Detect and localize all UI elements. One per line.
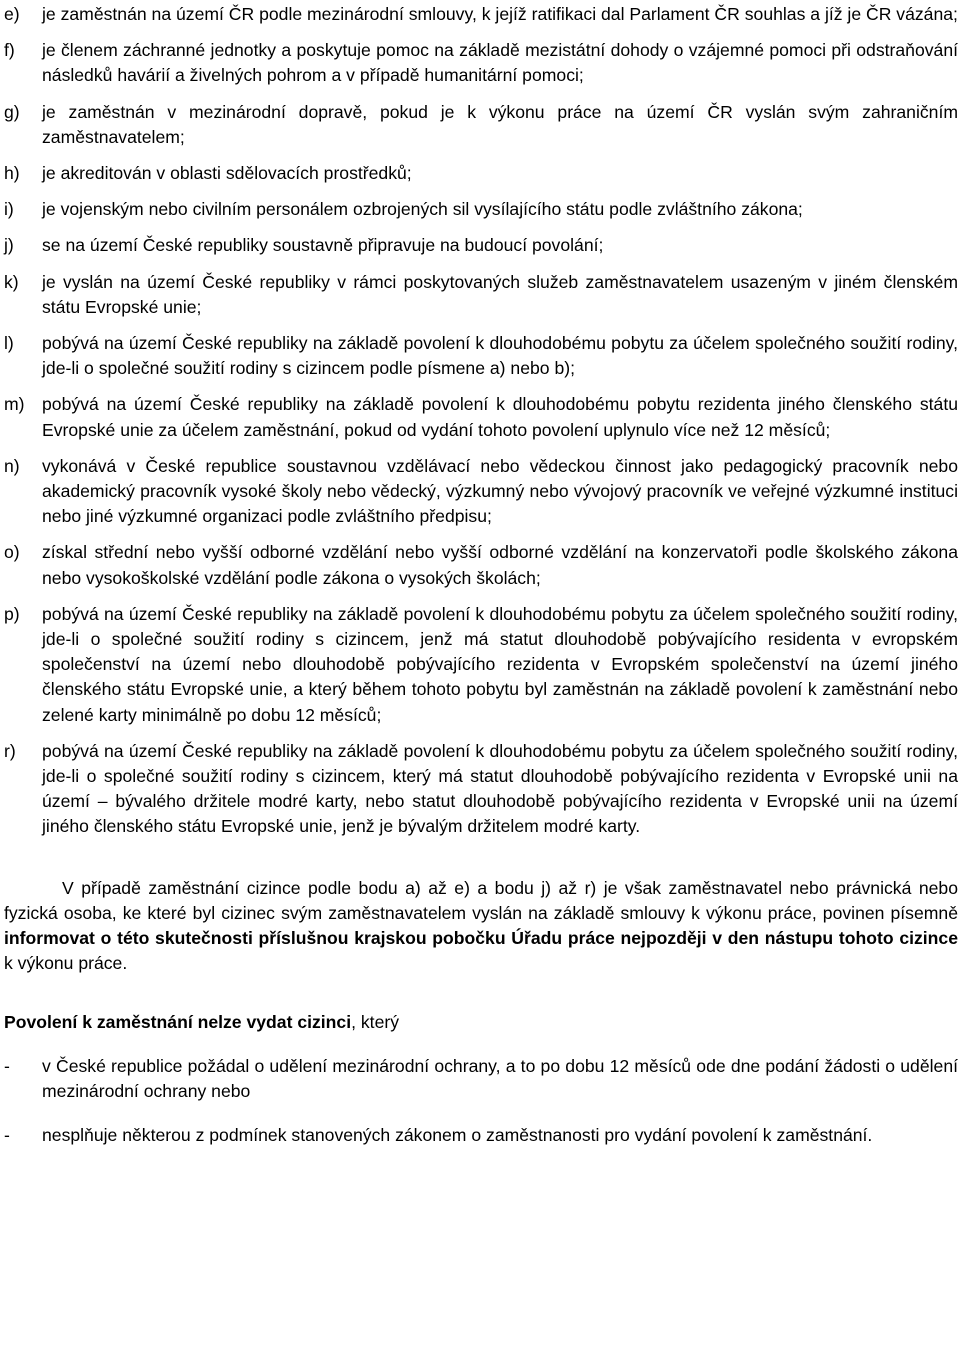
document-page <box>4 2 958 1148</box>
list-item-label: k) <box>4 271 19 292</box>
list-item-text: je zaměstnán na území ČR podle mezinárodní smlouvy, k jejíž ratifikaci dal Parlament ČR souhlas a jíž je ČR vázána; <box>42 4 958 24</box>
notice-bold-text: informovat o této skutečnosti příslušnou krajskou pobočku Úřadu práce nejpozději v den nástupu tohoto cizince <box>4 928 958 949</box>
list-item-text: pobývá na území České republiky na základě povolení k dlouhodobému pobytu za účelem společného soužití rodiny, jde-li o společné soužití rodiny s cizincem podle písmene a) nebo b); <box>42 333 958 379</box>
list-item-text: je vyslán na území České republiky v rámci poskytovaných služeb zaměstnavatelem usazeným v jiném členském státu Evropské unie; <box>42 271 958 317</box>
restriction-heading-rest: , který <box>351 1011 400 1032</box>
dash-bullet: - <box>4 1055 10 1076</box>
list-item-i <box>4 197 958 222</box>
list-item-h <box>4 161 958 186</box>
list-item-text: pobývá na území České republiky na základě povolení k dlouhodobému pobytu rezidenta jiného členského státu Evropské unie za účelem zaměstnání, pokud od vydání tohoto povolení uplynulo více než 12 měsíců; <box>42 394 958 440</box>
list-item-k <box>4 270 958 320</box>
dash-item-text: nesplňuje některou z podmínek stanovených zákonem o zaměstnanosti pro vydání povolení k zaměstnání. <box>42 1125 873 1146</box>
restriction-heading <box>4 1010 958 1035</box>
list-item-label: f) <box>4 40 15 61</box>
list-item-label: n) <box>4 455 20 476</box>
dash-item-text: v České republice požádal o udělení mezinárodní ochrany, a to po dobu 12 měsíců ode dne podání žádosti o udělení mezinárodní ochrany nebo <box>42 1055 958 1101</box>
list-item-f <box>4 38 958 88</box>
list-item-label: j) <box>4 235 14 256</box>
list-item-e <box>4 2 958 27</box>
list-item-o <box>4 540 958 590</box>
list-item-text: vykonává v České republice soustavnou vzdělávací nebo vědeckou činnost jako pedagogický pracovník nebo akademický pracovník vysoké školy nebo vědecký, výzkumný nebo vývojový pracovník ve veřejné výzkumné instituci nebo jiné výzkumné organizaci podle zvláštního předpisu; <box>42 455 958 527</box>
list-item-text: je akreditován v oblasti sdělovacích prostředků; <box>42 163 412 184</box>
list-item-l <box>4 331 958 381</box>
notice-paragraph <box>4 876 958 977</box>
list-item-label: i) <box>4 199 14 220</box>
list-item-text: pobývá na území České republiky na základě povolení k dlouhodobému pobytu za účelem společného soužití rodiny, jde-li o společné soužití rodiny s cizincem, který má statut dlouhodobě pobývajícího rezidenta v Evropské unii na území – bývalého držitele modré karty, nebo statut dlouhodobě pobývajícího rezidenta v Evropské unii na území jiného členského státu Evropské unie, jenž je bývalým držitelem modré karty. <box>42 740 958 837</box>
list-item-j <box>4 233 958 258</box>
list-item-text: se na území České republiky soustavně připravuje na budoucí povolání; <box>42 235 604 256</box>
list-item-label: r) <box>4 740 16 761</box>
dash-list-item <box>4 1054 958 1104</box>
list-item-text: je členem záchranné jednotky a poskytuje pomoc na základě mezistátní dohody o vzájemné pomoci při odstraňování následků havárií a živelných pohrom a v případě humanitární pomoci; <box>42 40 958 86</box>
list-item-label: m) <box>4 394 25 415</box>
list-item-label: l) <box>4 333 14 354</box>
list-item-m <box>4 392 958 442</box>
list-item-text: pobývá na území České republiky na základě povolení k dlouhodobému pobytu za účelem společného soužití rodiny, jde-li o společné soužití rodiny s cizincem, jenž má statut dlouhodobě pobývajícího residenta v evropském společenství na území nebo dlouhodobě pobývajícího rezidenta v Evropském společenství na území jiného členského státu Evropské unie, a který během tohoto pobytu byl zaměstnán na základě povolení k zaměstnání nebo zelené karty minimálně po dobu 12 měsíců; <box>42 603 958 725</box>
list-item-text: získal střední nebo vyšší odborné vzdělání nebo vyšší odborné vzdělání na konzervatoři podle školského zákona nebo vysokoškolské vzdělání podle zákona o vysokých školách; <box>42 542 958 588</box>
dash-bullet: - <box>4 1125 10 1146</box>
list-item-g <box>4 100 958 150</box>
list-item-label: g) <box>4 101 20 122</box>
notice-text: V případě zaměstnání cizince podle bodu a) až e) a bodu j) až r) je však zaměstnavatel nebo právnická nebo fyzická osoba, ke které byl cizinec svým zaměstnavatelem vyslán na základě smlouvy k výkonu práce, povinen písemně <box>4 877 958 923</box>
list-item-label: e) <box>4 4 20 24</box>
list-item-label: p) <box>4 603 20 624</box>
dash-list-item <box>4 1123 958 1148</box>
list-item-r <box>4 739 958 840</box>
lettered-list <box>4 2 958 840</box>
notice-text-end: k výkonu práce. <box>4 953 128 974</box>
list-item-p <box>4 602 958 728</box>
list-item-label: o) <box>4 542 20 563</box>
list-item-text: je zaměstnán v mezinárodní dopravě, pokud je k výkonu práce na území ČR vyslán svým zahraničním zaměstnavatelem; <box>42 101 958 147</box>
list-item-text: je vojenským nebo civilním personálem ozbrojených sil vysílajícího státu podle zvláštního zákona; <box>42 199 803 220</box>
list-item-label: h) <box>4 163 20 184</box>
restriction-heading-bold: Povolení k zaměstnání nelze vydat cizinci <box>4 1011 352 1032</box>
list-item-n <box>4 454 958 530</box>
